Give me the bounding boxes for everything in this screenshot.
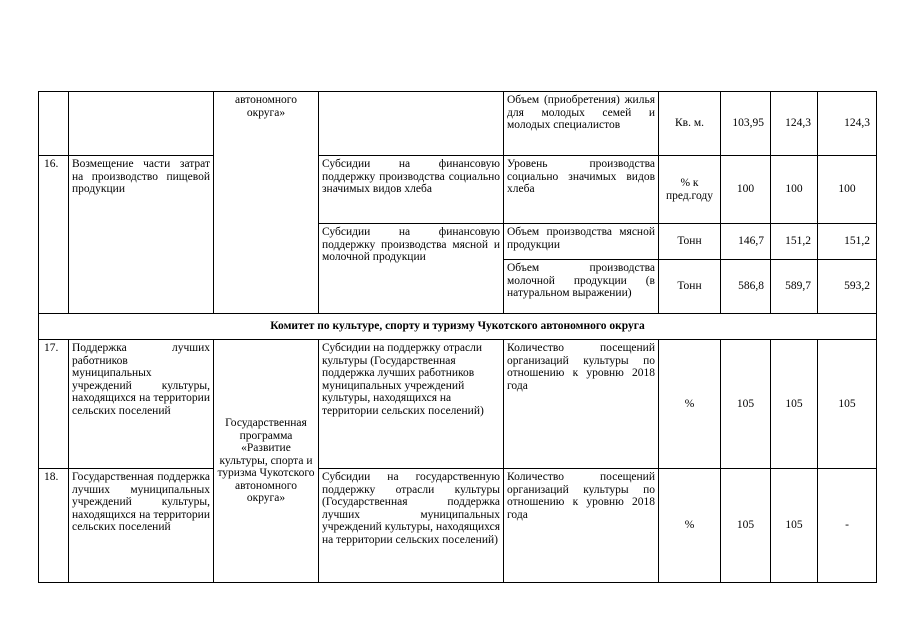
unit-cell: Тонн xyxy=(659,224,721,260)
value-cell: 105 xyxy=(721,469,771,583)
subsidy-cell: Субсидии на финансовую поддержку производства мясной и молочной продукции xyxy=(319,224,504,314)
value-cell: 105 xyxy=(818,340,877,469)
value-cell: 151,2 xyxy=(818,224,877,260)
value-cell: 105 xyxy=(771,340,818,469)
measure-cell: Возмещение части затрат на производство пищевой продукции xyxy=(69,156,214,314)
unit-cell: Кв. м. xyxy=(659,92,721,156)
value-cell: 146,7 xyxy=(721,224,771,260)
value-cell: 151,2 xyxy=(771,224,818,260)
row-number-cell: 18. xyxy=(39,469,69,583)
section-title: Комитет по культуре, спорту и туризму Чукотского автономного округа xyxy=(39,314,877,340)
indicator-cell: Количество посещений организаций культуры по отношению к уровню 2018 года xyxy=(504,469,659,583)
value-cell: 586,8 xyxy=(721,260,771,314)
program-cell: автономного округа» xyxy=(214,92,319,314)
indicator-cell: Количество посещений организаций культуры по отношению к уровню 2018 года xyxy=(504,340,659,469)
indicator-cell: Уровень производства социально значимых видов хлеба xyxy=(504,156,659,224)
unit-cell: % к пред.году xyxy=(659,156,721,224)
subsidy-cell: Субсидии на государственную поддержку отрасли культуры (Государственная поддержка лучших муниципальных учреждений культуры, находящихся на территории сельских поселений) xyxy=(319,469,504,583)
table-row xyxy=(39,156,877,224)
indicator-cell: Объем производства мясной продукции xyxy=(504,224,659,260)
value-cell: 100 xyxy=(818,156,877,224)
measure-cell xyxy=(69,92,214,156)
row-number-cell xyxy=(39,92,69,156)
value-cell: 589,7 xyxy=(771,260,818,314)
value-cell: 100 xyxy=(771,156,818,224)
indicators-table xyxy=(38,91,877,583)
value-cell: 105 xyxy=(771,469,818,583)
row-number-cell: 16. xyxy=(39,156,69,314)
table-row xyxy=(39,92,877,156)
measure-cell: Государственная поддержка лучших муниципальных учреждений культуры, находящихся на территории сельских поселений xyxy=(69,469,214,583)
value-cell: 124,3 xyxy=(818,92,877,156)
program-cell: Государственная программа «Развитие культуры, спорта и туризма Чукотского автономного округа» xyxy=(214,340,319,583)
value-cell: 593,2 xyxy=(818,260,877,314)
value-cell: 124,3 xyxy=(771,92,818,156)
value-cell: - xyxy=(818,469,877,583)
subsidy-cell xyxy=(319,92,504,156)
unit-cell: Тонн xyxy=(659,260,721,314)
value-cell: 103,95 xyxy=(721,92,771,156)
indicator-cell: Объем производства молочной продукции (в натуральном выражении) xyxy=(504,260,659,314)
unit-cell: % xyxy=(659,340,721,469)
indicator-cell: Объем (приобретения) жилья для молодых семей и молодых специалистов xyxy=(504,92,659,156)
subsidy-cell: Субсидии на финансовую поддержку производства социально значимых видов хлеба xyxy=(319,156,504,224)
table-row xyxy=(39,469,877,583)
unit-cell: % xyxy=(659,469,721,583)
measure-cell: Поддержка лучших работников муниципальных учреждений культуры, находящихся на территории сельских поселений xyxy=(69,340,214,469)
section-row xyxy=(39,314,877,340)
value-cell: 105 xyxy=(721,340,771,469)
table-row xyxy=(39,340,877,469)
row-number-cell: 17. xyxy=(39,340,69,469)
subsidy-cell: Субсидии на поддержку отрасли культуры (Государственная поддержка лучших работников муниципальных учреждений культуры, находящихся на территории сельских поселений) xyxy=(319,340,504,469)
value-cell: 100 xyxy=(721,156,771,224)
